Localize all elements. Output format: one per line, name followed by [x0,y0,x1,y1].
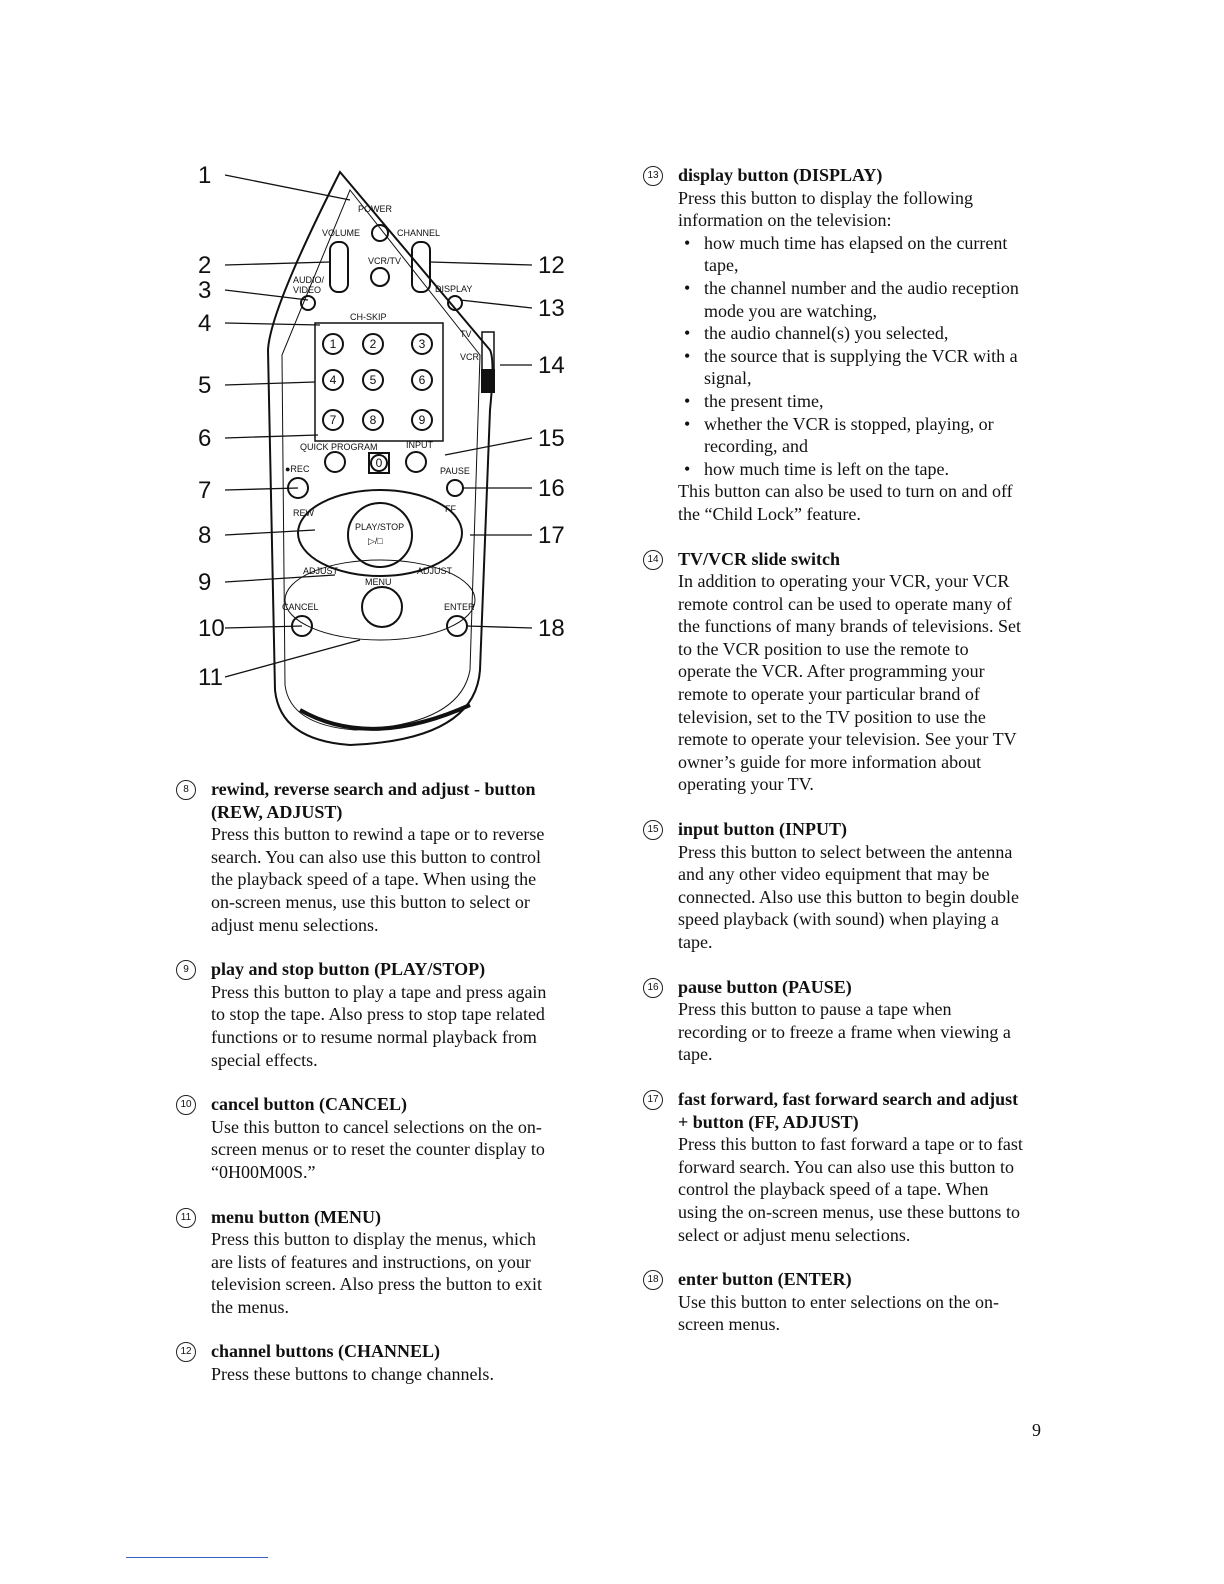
leader-line [467,626,532,628]
keypad-digit: 9 [418,413,426,427]
entry-number-badge: 15 [643,820,663,840]
entry-heading: enter button (ENTER) [678,1269,852,1290]
entry-number-badge: 8 [176,780,196,800]
entry-body: Press this button to fast forward a tape or to fast forward search. You can also use this button to control the playback speed of a tape. When using the on-screen menus, use these buttons to select or adjust menu selections. [678,1134,1023,1245]
label-audio-video-1: AUDIO/ [293,275,325,285]
remote-control-diagram [190,150,590,750]
entry-number-badge: 10 [176,1095,196,1115]
callout-number-left: 3 [198,277,212,304]
entry-heading: TV/VCR slide switch [678,548,841,569]
list-item: • the present time, [678,390,1023,413]
entry [176,1206,556,1319]
list-item: • the audio channel(s) you selected, [678,322,1023,345]
callout-number-left: 8 [198,522,212,549]
entry-heading: menu button (MENU) [211,1206,382,1227]
list-item: • how much time has elapsed on the current tape, [678,232,1023,277]
entry [643,976,1023,1066]
entry [643,1268,1023,1336]
label-display: DISPLAY [435,284,473,294]
leader-line [460,300,532,308]
label-power: POWER [358,204,393,214]
label-channel: CHANNEL [397,228,441,238]
callout-number-left: 5 [198,372,212,399]
entry-heading: channel buttons (CHANNEL) [211,1341,441,1362]
leader-line [225,640,360,677]
menu-button-shape [362,587,402,627]
entry-body: Use this button to cancel selections on the on-screen menus or to reset the counter display to “0H00M00S.” [211,1116,545,1182]
right-column [643,164,1023,1358]
volume-rocker-shape [330,242,348,292]
entry-heading: pause button (PAUSE) [678,976,852,997]
callout-number-left: 2 [198,252,212,279]
entry-heading: fast forward, fast forward search and adjust + button (FF, ADJUST) [678,1088,1019,1132]
entry-number-badge: 14 [643,550,663,570]
footer-rule [126,1557,268,1558]
keypad-digit: 7 [329,413,337,427]
keypad-digit: 3 [418,337,426,351]
entry [643,1088,1023,1246]
leader-line [225,435,318,438]
callout-number-right: 17 [538,522,565,549]
list-item: • the channel number and the audio reception mode you are watching, [678,277,1023,322]
keypad-digit: 2 [369,337,377,351]
remote-svg [190,150,590,750]
label-rew: REW [293,508,314,518]
label-cancel: CANCEL [282,602,319,612]
label-chskip: CH-SKIP [350,312,387,322]
label-volume: VOLUME [322,228,361,238]
keypad-digit: 5 [369,373,377,387]
leader-line [225,262,330,265]
callout-number-left: 7 [198,477,212,504]
keypad-digit: 6 [418,373,426,387]
entry-body: Press this button to select between the antenna and any other video equipment that may be connected. Also use this button to begin double speed playback (with sound) when playing a tape. [678,841,1019,952]
entry-number-badge: 9 [176,960,196,980]
label-enter: ENTER [444,602,475,612]
entry-outro: This button can also be used to turn on and off the “Child Lock” feature. [678,481,1013,524]
entry-heading: play and stop button (PLAY/STOP) [211,959,486,980]
keypad-digit: 0 [375,456,383,470]
entry-body: Press this button to rewind a tape or to reverse search. You can also use this button to control the playback speed of a tape. When using the on-screen menus, use this button to select or adjust menu selections. [211,824,545,935]
entry-number-badge: 18 [643,1270,663,1290]
entry-body: Press this button to play a tape and press again to stop the tape. Also press to stop tape related functions or to resume normal playback from special effects. [211,981,547,1070]
left-column [176,778,556,1408]
callout-number-right: 18 [538,615,565,642]
entry [176,1340,556,1385]
callout-number-right: 16 [538,475,565,502]
entry-body: Press this button to display the menus, which are lists of features and instructions, on your television screen. Also press the button to exit the menus. [211,1229,542,1317]
entry-heading: display button (DISPLAY) [678,165,883,185]
entry [176,778,556,936]
leader-line [225,382,315,385]
entry-number-badge: 11 [176,1208,196,1228]
entry [643,548,1023,797]
entry [176,958,556,1071]
callout-number-right: 13 [538,295,565,322]
callout-number-left: 11 [198,664,223,691]
callout-number-left: 1 [198,162,212,189]
page-number: 9 [1032,1420,1041,1440]
entry-heading: cancel button (CANCEL) [211,1094,407,1115]
label-pause: PAUSE [440,466,470,476]
entry [176,1093,556,1183]
label-input: INPUT [406,440,433,450]
entry-number-badge: 12 [176,1342,196,1362]
display-info-list [678,232,1023,481]
entry-intro: Press this button to display the following information on the television: [678,187,973,231]
entry-heading: input button (INPUT) [678,819,848,840]
keypad-digit: 4 [329,373,337,387]
leader-line [430,262,532,265]
leader-line [225,530,315,535]
label-vcr: VCR [460,352,480,362]
entry-number-badge: 13 [643,166,663,186]
play-stop-button-shape [348,503,412,567]
list-item: • how much time is left on the tape. [678,458,1023,481]
callout-number-right: 14 [538,352,565,379]
entry-number-badge: 17 [643,1090,663,1110]
entry-body: In addition to operating your VCR, your VCR remote control can be used to operate many of the functions of many brands of televisions. Set to the VCR position to use the remote to operate the VCR. After programming your remote to operate your particular brand of television, set to the TV position to use the remote to operate your television. See your TV owner’s guide for more information about operating your TV. [678,571,1021,795]
keypad-digit: 8 [369,413,377,427]
callout-number-left: 4 [198,310,212,337]
keypad-digit: 1 [329,337,337,351]
entry-heading: rewind, reverse search and adjust - button (REW, ADJUST) [211,779,536,822]
list-item: • the source that is supplying the VCR with a signal, [678,345,1023,390]
entry-body: Press this button to pause a tape when recording or to freeze a frame when viewing a tape. [678,999,1011,1065]
label-adjust-minus: ADJUST [303,566,339,576]
label-menu: MENU [365,577,392,587]
entry-number-badge: 16 [643,978,663,998]
label-ff: FF [445,504,456,514]
label-playstop: PLAY/STOP [355,522,405,532]
callout-number-right: 12 [538,252,565,279]
entry [643,818,1023,954]
callout-number-right: 15 [538,425,565,452]
label-audio-video-2: VIDEO [293,285,322,295]
entry-body: Use this button to enter selections on the on-screen menus. [678,1291,999,1335]
label-adjust-plus: ADJUST [417,566,453,576]
leader-line [225,575,335,582]
label-rec: ●REC [285,464,310,474]
callout-number-left: 9 [198,569,212,596]
leader-line [225,626,302,628]
label-quick-program: QUICK PROGRAM [300,442,378,452]
label-playstop-symbol: ▷/□ [368,536,383,546]
label-tv: TV [460,329,472,339]
list-item: • whether the VCR is stopped, playing, or recording, and [678,413,1023,458]
entry-body: Press these buttons to change channels. [211,1364,494,1385]
label-vcrtv: VCR/TV [368,256,402,266]
callout-number-left: 6 [198,425,212,452]
callout-number-left: 10 [198,615,225,642]
entry-display-button [643,164,1023,526]
